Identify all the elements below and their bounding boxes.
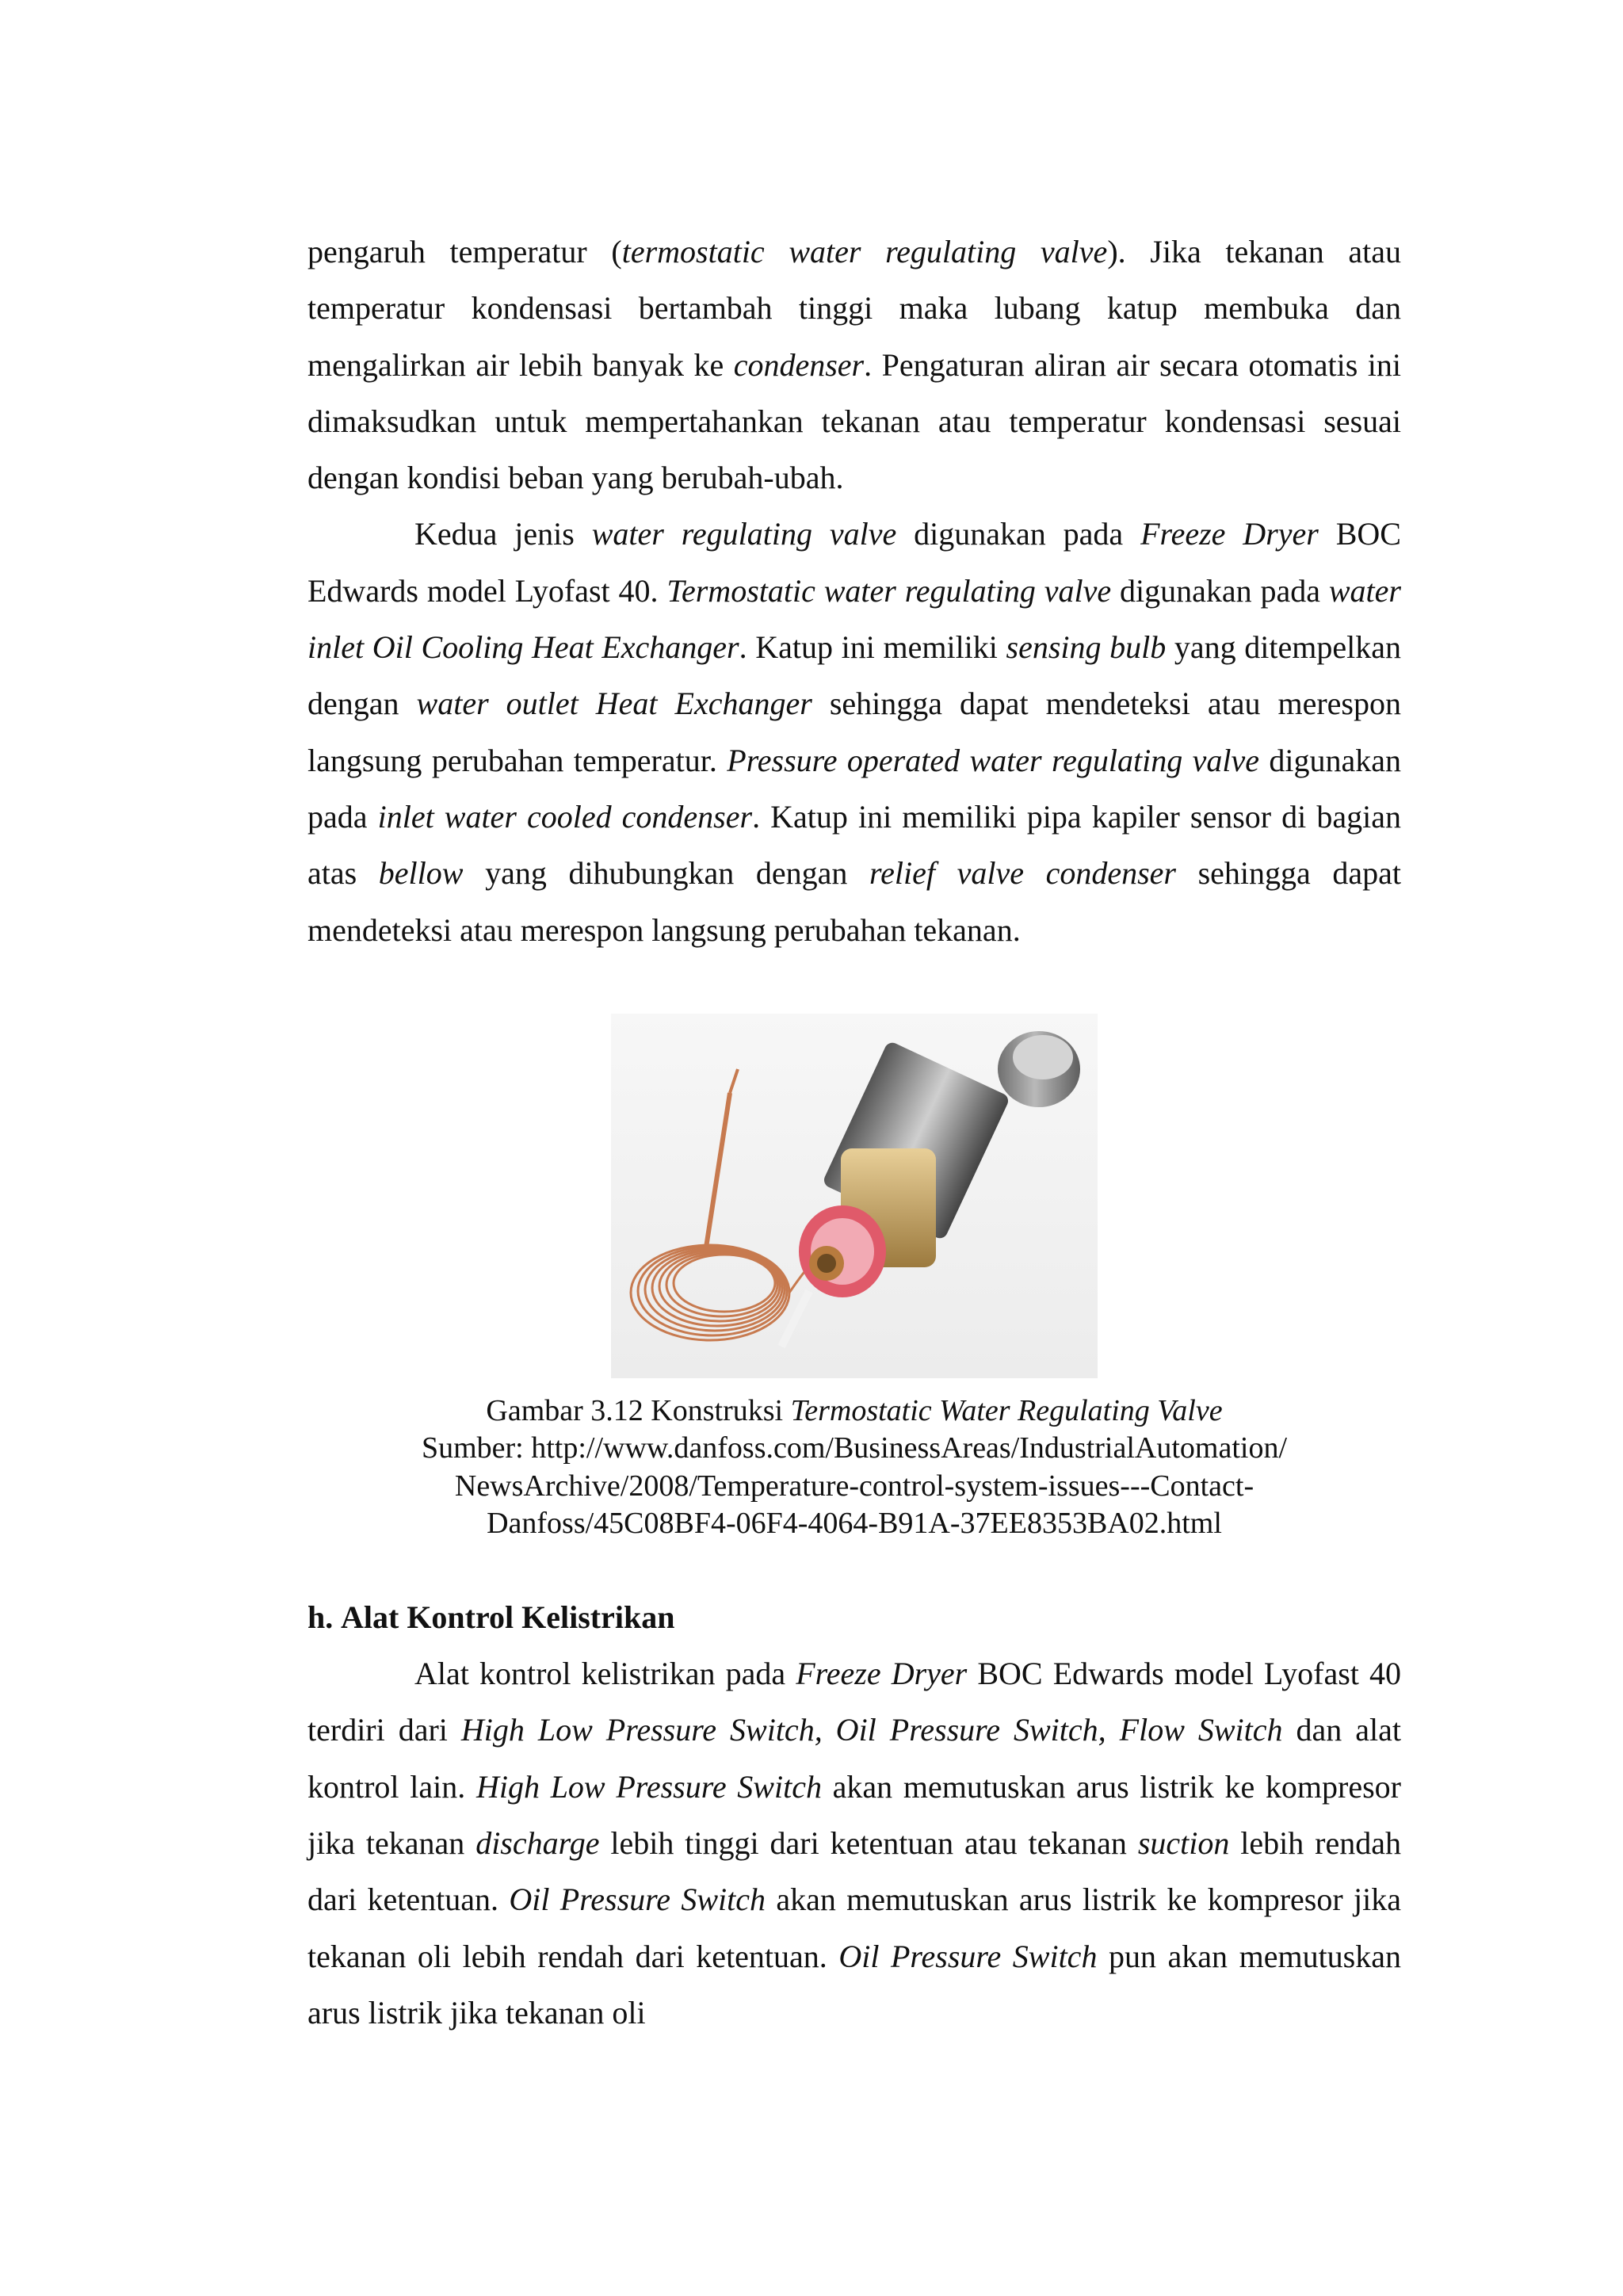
paragraph-h-1: Alat kontrol kelistrikan pada Freeze Dryer BOC Edwards model Lyofast 40 terdiri dari High Low Pressure Switch, Oil Pressure Switch, Flow Switch dan alat kontrol lain. High Low Pressure Switch akan memutuskan arus listrik ke kompresor jika tekanan discharge lebih tinggi dari ketentuan atau tekanan suction lebih rendah dari ketentuan. Oil Pressure Switch akan memutuskan arus listrik ke kompresor jika tekanan oli lebih rendah dari ketentuan. Oil Pressure Switch pun akan memutuskan arus listrik jika tekanan oli (307, 1656, 1402, 2030)
red-label-section (799, 1205, 886, 1297)
thermostatic-valve-illustration (611, 1014, 1098, 1378)
paragraph-g-continued-2: Kedua jenis water regulating valve digunakan pada Freeze Dryer BOC Edwards model Lyofast 40. Termostatic water regulating valve digunakan pada water inlet Oil Cooling Heat Exchanger. Katup ini memiliki sensing bulb yang ditempelkan dengan water outlet Heat Exchanger sehingga dapat mendeteksi atau merespon langsung perubahan temperatur. Pressure operated water regulating valve digunakan pada inlet water cooled condenser. Katup ini memiliki pipa kapiler sensor di bagian atas bellow yang dihubungkan dengan relief valve condenser sehingga dapat mendeteksi atau merespon langsung perubahan tekanan. (307, 516, 1401, 948)
figure-3-12 (307, 1014, 1401, 1543)
paragraph-g-continued-1: pengaruh temperatur (termostatic water regulating valve). Jika tekanan atau temperatur kondensasi bertambah tinggi maka lubang katup membuka dan mengalirkan air lebih banyak ke condenser. Pengaturan aliran air secara otomatis ini dimaksudkan untuk mempertahankan tekanan atau temperatur kondensasi sesuai dengan kondisi beban yang berubah-ubah. (307, 234, 1402, 496)
figure-source-line-1: Sumber: http://www.danfoss.com/BusinessAreas/IndustrialAutomation/ (421, 1431, 1288, 1465)
section-number: h. (307, 1599, 334, 1635)
figure-source-line-2: NewsArchive/2008/Temperature-control-system-issues---Contact- (454, 1469, 1254, 1503)
figure-caption: Gambar 3.12 Konstruksi Termostatic Water Regulating Valve Sumber: http://www.danfoss.com/BusinessAreas/IndustrialAutomation/ NewsArchive/2008/Temperature-control-system-issues---Contact- Danfoss/45C08BF4-06F4-4064-B91A-37EE8353BA02.html (421, 1393, 1288, 1541)
section-heading-h (307, 1589, 1401, 1645)
adjustment-cap (998, 1031, 1080, 1107)
figure-source-line-3: Danfoss/45C08BF4-06F4-4064-B91A-37EE8353BA02.html (487, 1507, 1222, 1541)
section-title: Alat Kontrol Kelistrikan (341, 1599, 675, 1635)
document-page (307, 223, 1401, 2041)
valve-photo (611, 1014, 1098, 1378)
